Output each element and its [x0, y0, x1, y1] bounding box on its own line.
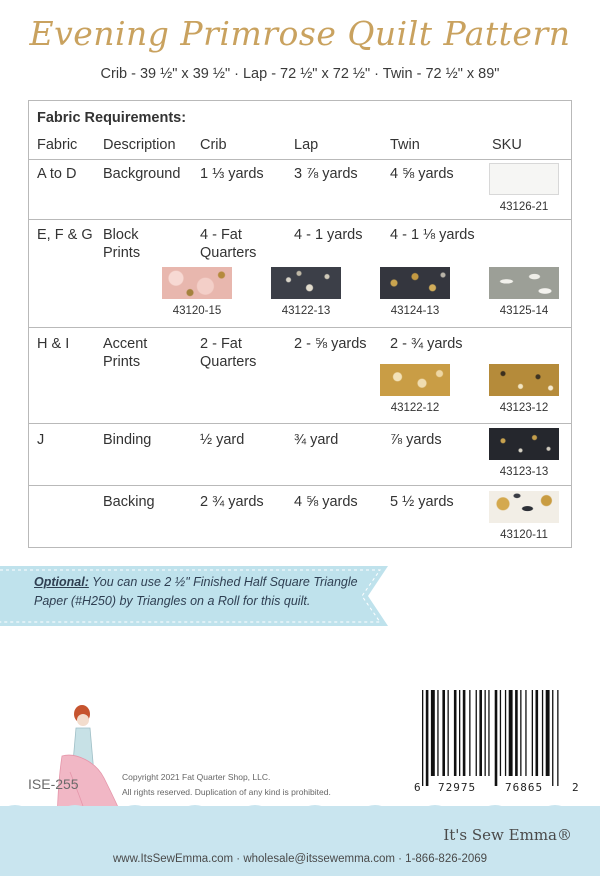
- optional-label: Optional:: [34, 575, 89, 589]
- row-backing-twin: 5 ½ yards: [390, 494, 454, 510]
- copyright-notice: [122, 770, 331, 800]
- barcode-digits-left: 72975: [438, 781, 477, 794]
- barcode-bar: [525, 690, 526, 776]
- fabric-requirements-table: [28, 100, 572, 548]
- row-accent-description: Accent Prints: [103, 336, 148, 370]
- row-background-lap: 3 ⅞ yards: [294, 166, 358, 182]
- barcode-bar: [469, 690, 470, 776]
- row-divider: [29, 159, 571, 160]
- barcode-bar: [557, 690, 558, 786]
- row-block-lap: 4 - 1 yards: [294, 227, 363, 243]
- barcode-bar: [505, 690, 506, 776]
- row-background-description: Background: [103, 166, 181, 182]
- header-lap: Lap: [294, 137, 319, 153]
- row-background-twin: 4 ⅝ yards: [390, 166, 454, 182]
- quilt-sizes: Crib - 39 ½" x 39 ½" · Lap - 72 ½" x 72 ½" · Twin - 72 ½" x 89": [100, 66, 500, 82]
- row-backing-crib: 2 ¾ yards: [200, 494, 264, 510]
- header-twin: Twin: [390, 137, 420, 153]
- sku-label: 43122-13: [281, 305, 331, 317]
- barcode-bar: [532, 690, 533, 776]
- table-title: Fabric Requirements:: [37, 110, 187, 126]
- row-backing-lap: 4 ⅝ yards: [294, 494, 358, 510]
- barcode-digits-right: 76865: [505, 781, 544, 794]
- barcode-bar: [454, 690, 457, 776]
- barcode-digit-last: 2: [572, 781, 580, 794]
- row-accent-twin: 2 - ¾ yards: [390, 336, 463, 352]
- row-binding-lap: ¾ yard: [294, 432, 339, 448]
- barcode-bar: [476, 690, 477, 776]
- footer-wave-edge: [0, 800, 600, 814]
- row-accent-lap: 2 - ⅝ yards: [294, 336, 367, 352]
- sku-label: 43120-11: [500, 529, 548, 541]
- row-block-description: Block Prints: [103, 227, 141, 261]
- fabric-swatch-43120-11: [489, 491, 559, 523]
- header-description: Description: [103, 137, 176, 153]
- row-accent-fabric: H & I: [37, 336, 70, 352]
- row-divider: [29, 327, 571, 328]
- optional-text: You can use 2 ½" Finished Half Square Triangle Paper (#H250) by Triangles on a Roll for this quilt.: [34, 575, 358, 608]
- copyright-line-2: All rights reserved. Duplication of any kind is prohibited.: [122, 787, 331, 797]
- header-sku: SKU: [492, 137, 522, 153]
- fabric-swatch-43123-12: [489, 364, 559, 396]
- header-fabric: Fabric: [37, 137, 78, 153]
- fabric-swatch-43122-13: [271, 267, 341, 299]
- row-binding-description: Binding: [103, 432, 152, 448]
- barcode-bar: [437, 690, 438, 776]
- row-binding-twin: ⅞ yards: [390, 432, 442, 448]
- copyright-line-1: Copyright 2021 Fat Quarter Shop, LLC.: [122, 772, 271, 782]
- barcode-bar: [542, 690, 543, 776]
- brand-name: It's Sew Emma®: [443, 826, 572, 844]
- row-binding-fabric: J: [37, 432, 45, 448]
- row-background-crib: 1 ⅓ yards: [200, 166, 264, 182]
- fabric-swatch-43123-13: [489, 428, 559, 460]
- row-divider: [29, 423, 571, 424]
- pattern-code: ISE-255: [28, 776, 79, 792]
- sku-label: 43126-21: [499, 201, 549, 213]
- barcode-bar: [431, 690, 435, 776]
- row-binding-crib: ½ yard: [200, 432, 245, 448]
- barcode-bar: [479, 690, 482, 776]
- row-backing-description: Backing: [103, 494, 155, 510]
- barcode-bar: [515, 690, 518, 776]
- row-block-crib: 4 - Fat Quarters: [200, 227, 257, 261]
- contact-info: www.ItsSewEmma.com · wholesale@itssewemma.com · 1-866-826-2069: [112, 853, 488, 865]
- fabric-swatch-43125-14: [489, 267, 559, 299]
- barcode-bar: [520, 690, 521, 776]
- barcode-bar: [500, 690, 501, 776]
- barcode-bar: [422, 690, 423, 786]
- row-accent-crib: 2 - Fat Quarters: [200, 336, 257, 370]
- barcode-bar: [488, 690, 489, 776]
- sku-label: 43124-13: [390, 305, 440, 317]
- sku-label: 43125-14: [499, 305, 549, 317]
- row-divider: [29, 219, 571, 220]
- barcode-bar: [546, 690, 550, 776]
- barcode-bar: [485, 690, 486, 776]
- barcode-bar: [459, 690, 460, 776]
- row-block-fabric: E, F & G: [37, 227, 93, 243]
- header-crib: Crib: [200, 137, 227, 153]
- barcode-bar: [509, 690, 513, 776]
- row-divider: [29, 485, 571, 486]
- pattern-title: Evening Primrose Quilt Pattern: [29, 14, 571, 53]
- barcode-bar: [448, 690, 449, 776]
- fabric-swatch-43124-13: [380, 267, 450, 299]
- fabric-swatch-43122-12: [380, 364, 450, 396]
- barcode-bar: [442, 690, 445, 776]
- barcode-bar: [426, 690, 429, 786]
- optional-note: [34, 573, 374, 611]
- fabric-swatch-43126-21: [489, 163, 559, 195]
- barcode-bar: [463, 690, 466, 776]
- barcode-bar: [552, 690, 553, 786]
- sku-label: 43123-13: [499, 466, 549, 478]
- barcode-bar: [536, 690, 539, 776]
- sku-label: 43120-15: [172, 305, 222, 317]
- row-block-twin: 4 - 1 ⅛ yards: [390, 227, 475, 243]
- fabric-swatch-43120-15: [162, 267, 232, 299]
- sku-label: 43123-12: [499, 402, 549, 414]
- barcode-digit-first: 6: [414, 781, 422, 794]
- row-background-fabric: A to D: [37, 166, 77, 182]
- upc-barcode: [418, 690, 570, 794]
- sku-label: 43122-12: [390, 402, 440, 414]
- barcode-bar: [495, 690, 498, 786]
